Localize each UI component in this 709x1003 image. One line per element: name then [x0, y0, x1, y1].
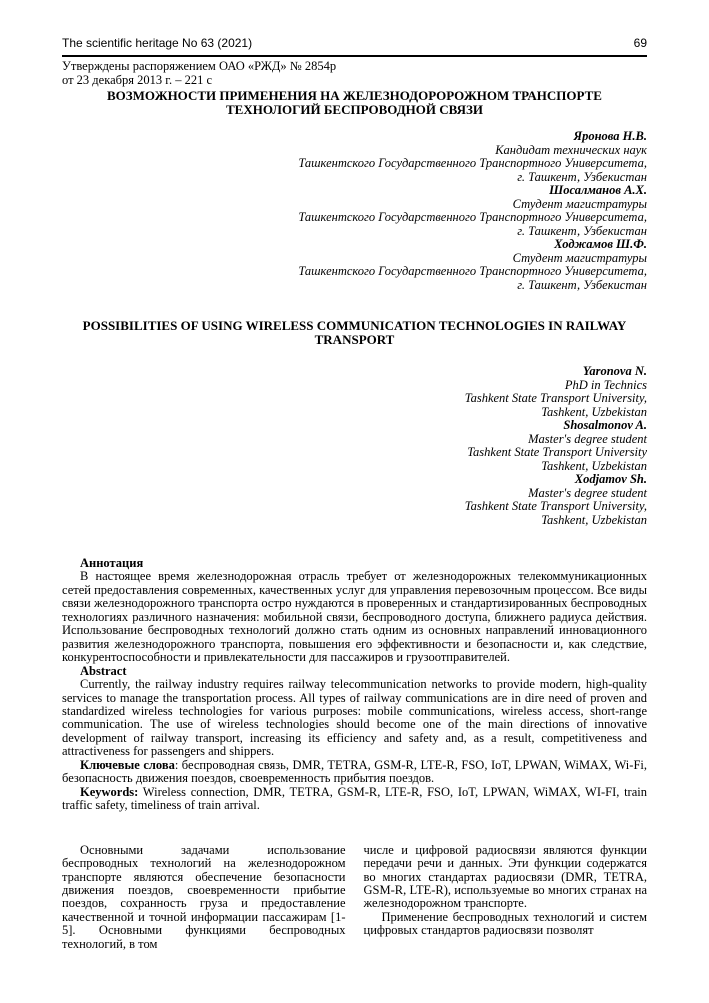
abstract-heading: [62, 665, 647, 678]
author-degree: Кандидат технических наук: [495, 142, 647, 157]
annotation-text: В настоящее время железнодорожная отрасль требует от железнодорожных телекоммуникационных сетей предоставления современных, качественных услуг для управления перевозочным процессом. Все виды связи железнодорожного транспорта остро нуждаются в проверенных и стандартизированных беспроводных технологиях различного назначения: мобильной связи, беспроводного доступа, ближнего радиуса действия. Использование беспроводных технологий должно стать одним из основных направлений инновационного развития железнодорожного транспорта, повышения его эффективности и безопасности и, как следствие, конкурентоспособности и привлекательности для пассажиров и грузоотправителей.: [62, 569, 647, 665]
author-affiliation: Ташкентского Государственного Транспортного Университета,: [298, 264, 647, 278]
author-name: Яронова Н.В.: [573, 129, 647, 143]
approval-line-1: Утверждены распоряжением ОАО «РЖД» № 2854р: [62, 59, 337, 73]
abstract-heading-label: Abstract: [80, 663, 127, 678]
annotation-heading: [62, 557, 647, 570]
keywords-en-text: Wireless connection, DMR, TETRA, GSM-R, LTE-R, FSO, IoT, LPWAN, WiMAX, WI-FI, train traffic safety, timeliness of train arrival.: [62, 784, 647, 813]
article-title-en: POSSIBILITIES OF USING WIRELESS COMMUNICATION TECHNOLOGIES IN RAILWAY TRANSPORT: [82, 318, 627, 347]
abstract-text: Currently, the railway industry requires railway telecommunication networks to provide modern, high-quality services to manage the transportation process. All types of railway communications are in dire need of proven and standardized wireless technologies for various purposes: mobile communications, wireless access, short-range communication. The use of wireless technologies should become one of the main directions of innovative development of railway transport, increasing its efficiency and safety and, as a result, competitiveness and attractiveness for passengers and shippers.: [62, 677, 647, 759]
author-name: Yaronova N.: [582, 364, 647, 378]
article-title-ru: ВОЗМОЖНОСТИ ПРИМЕНЕНИЯ НА ЖЕЛЕЗНОДОРОРОЖНОМ ТРАНСПОРТЕ ТЕХНОЛОГИЙ БЕСПРОВОДНОЙ СВЯЗИ: [107, 88, 602, 117]
author-location: Tashkent, Uzbekistan: [541, 458, 647, 473]
author-degree: Master's degree student: [528, 485, 647, 500]
keywords-ru-label: Ключевые слова: [80, 757, 175, 772]
annotation-heading-label: Аннотация: [80, 556, 144, 570]
body-paragraph: Основными задачами использование беспроводных технологий на железнодорожном транспорте являются обеспечение безопасности движения поездов, своевременности прибытие поездов, сохранность груза и предоставление качественной и точной информации пассажирам [1-5]. Основными функциями беспроводных технологий, в том: [62, 842, 346, 951]
author-affiliation: Ташкентского Государственного Транспортного Университета,: [298, 210, 647, 224]
author-name: Shosalmonov A.: [563, 418, 647, 432]
author-location: Tashkent, Uzbekistan: [541, 404, 647, 419]
author-affiliation: Tashkent State Transport University,: [464, 499, 647, 513]
page-number: 69: [633, 36, 647, 50]
author-degree: PhD in Technics: [564, 377, 647, 392]
keywords-en-label: Keywords:: [80, 784, 139, 799]
author-affiliation: Tashkent State Transport University: [467, 445, 647, 459]
author-affiliation: Tashkent State Transport University,: [464, 391, 647, 405]
approval-note: [62, 60, 647, 87]
author-name: Шосалманов А.Х.: [549, 183, 647, 197]
keywords-ru-text: : беспроводная связь, DMR, TETRA, GSM-R, LTE-R, FSO, IoT, LPWAN, WiMAX, Wi-Fi, безопасность движения поездов, своевременность прибытия поездов.: [62, 757, 647, 786]
abstracts-section: [62, 557, 647, 813]
keywords-en: [62, 786, 647, 813]
approval-line-2: от 23 декабря 2013 г. – 221 с: [62, 72, 213, 87]
author-location: г. Ташкент, Узбекистан: [517, 169, 647, 184]
author-location: г. Ташкент, Узбекистан: [517, 277, 647, 292]
author-name: Xodjamov Sh.: [574, 472, 647, 486]
author-name: Ходжамов Ш.Ф.: [554, 237, 647, 251]
author-degree: Студент магистратуры: [512, 250, 647, 265]
authors-block-ru: [62, 130, 647, 292]
author-degree: Студент магистратуры: [512, 196, 647, 211]
authors-block-en: [62, 365, 647, 527]
journal-title: The scientific heritage No 63 (2021): [62, 36, 253, 50]
keywords-ru: [62, 759, 647, 786]
author-location: г. Ташкент, Узбекистан: [517, 223, 647, 238]
body-paragraph: Применение беспроводных технологий и систем цифровых стандартов радиосвязи позволят: [363, 909, 647, 938]
body-columns: [62, 844, 647, 952]
body-paragraph-continuation: числе и цифровой радиосвязи являются функции передачи речи и данных. Эти функции содержатся во многих стандартах радиосвязи (DMR, TETRA, GSM-R, LTE-R), используемые во многих странах на железнодорожном транспорте.: [363, 842, 647, 911]
author-degree: Master's degree student: [528, 431, 647, 446]
body-column-right: [364, 844, 648, 952]
author-affiliation: Ташкентского Государственного Транспортного Университета,: [298, 156, 647, 170]
running-head: [62, 36, 647, 57]
author-location: Tashkent, Uzbekistan: [541, 512, 647, 527]
body-column-left: [62, 844, 346, 952]
